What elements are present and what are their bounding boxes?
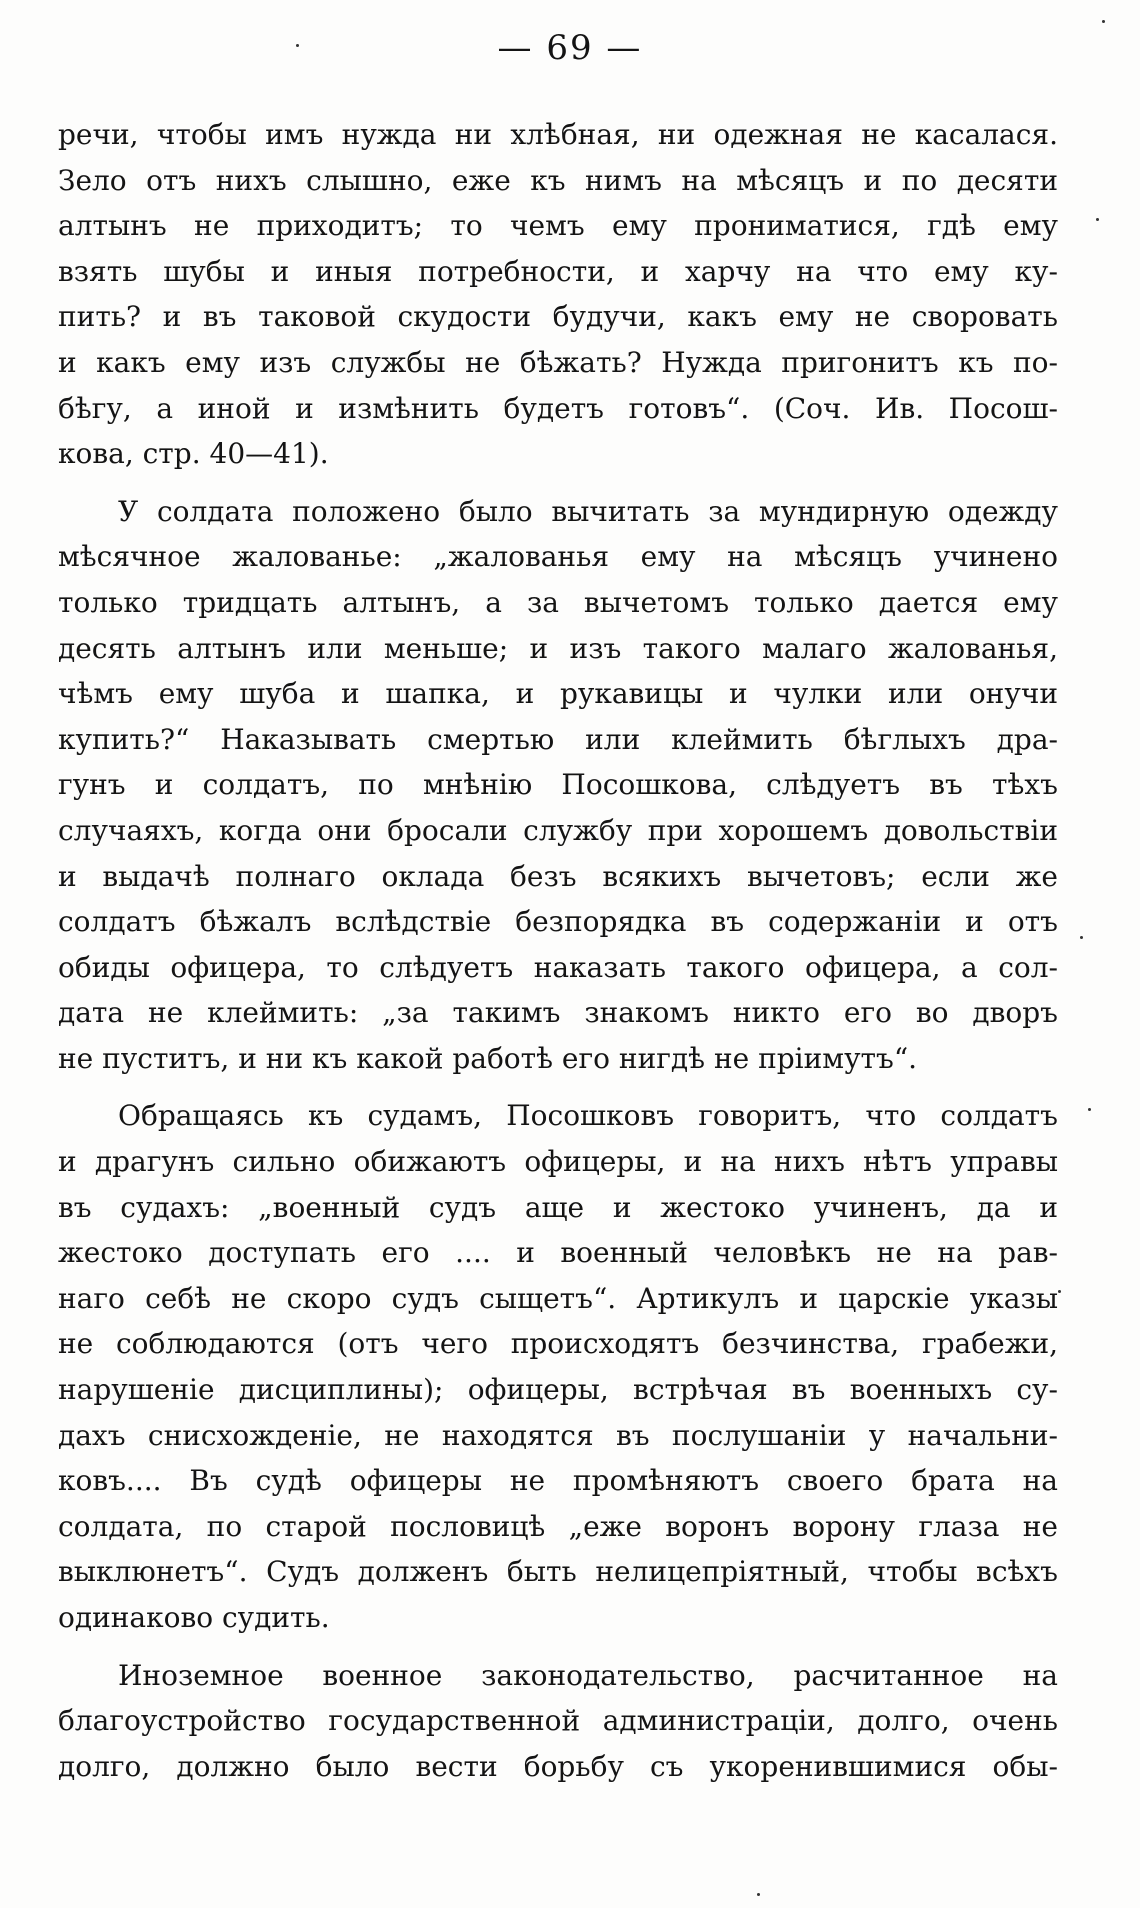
text-line: въ судахъ: „военный судъ аще и жестоко учиненъ, да и [58, 1190, 1058, 1224]
text-line: случаяхъ, когда они бросали службу при хорошемъ довольствіи [58, 813, 1058, 847]
text-line: бѣгу, а иной и измѣнить будетъ готовъ“. (Соч. Ив. Посош- [58, 391, 1058, 425]
text-line: и какъ ему изъ службы не бѣжать? Нужда пригонитъ къ по- [58, 345, 1058, 379]
scan-speck [1096, 218, 1099, 221]
text-line: одинаково судить. [58, 1601, 330, 1634]
scan-speck [757, 1893, 760, 1896]
text-line: купить?“ Наказывать смертью или клеймить бѣглыхъ дра- [58, 722, 1058, 756]
text-line: не соблюдаются (отъ чего происходятъ безчинства, грабежи, [58, 1327, 1058, 1361]
text-line: Иноземное военное законодательство, расчитанное на [118, 1658, 1058, 1692]
page-number: — 69 — [497, 28, 643, 68]
text-line: мѣсячное жалованье: „жалованья ему на мѣсяцъ учинено [58, 540, 1058, 574]
text-line: речи, чтобы имъ нужда ни хлѣбная, ни одежная не касалася. [58, 118, 1058, 151]
text-line: нарушеніе дисциплины); офицеры, встрѣчая въ военныхъ су- [58, 1373, 1058, 1407]
text-line: Зело отъ нихъ слышно, еже къ нимъ на мѣсяцъ и по десяти [58, 163, 1058, 197]
text-line: кова, стр. 40—41). [58, 437, 329, 471]
text-line: дахъ снисхожденіе, не находятся въ послушаніи у начальни- [58, 1418, 1058, 1452]
paragraph-1 [58, 112, 1058, 477]
text-line: взять шубы и иныя потребности, и харчу на что ему ку- [58, 254, 1058, 288]
text-line: только тридцать алтынъ, а за вычетомъ только дается ему [58, 585, 1058, 619]
text-line: обиды офицера, то слѣдуетъ наказать такого офицера, а сол- [58, 950, 1058, 984]
text-line: солдатъ бѣжалъ вслѣдствіе безпорядка въ содержаніи и отъ [58, 905, 1058, 939]
text-line: дата не клеймить: „за такимъ знакомъ никто его во дворъ [58, 996, 1058, 1030]
text-line: пить? и въ таковой скудости будучи, какъ ему не своровать [58, 300, 1058, 334]
text-line: ковъ.... Въ судѣ офицеры не промѣняютъ своего брата на [58, 1464, 1058, 1498]
text-line: выклюнетъ“. Судъ долженъ быть нелицепріятный, чтобы всѣхъ [58, 1555, 1058, 1589]
paragraph-3 [58, 1093, 1058, 1640]
text-line: чѣмъ ему шуба и шапка, и рукавицы и чулки или онучи [58, 677, 1058, 711]
text-line: солдата, по старой пословицѣ „еже воронъ ворону глаза не [58, 1509, 1058, 1543]
body-text [58, 112, 1058, 1789]
scan-speck [1080, 936, 1083, 939]
text-line: гунъ и солдатъ, по мнѣнію Посошкова, слѣдуетъ въ тѣхъ [58, 768, 1058, 802]
text-line: жестоко доступать его .... и военный человѣкъ не на рав- [58, 1236, 1058, 1270]
text-line: долго, должно было вести борьбу съ укоренившимися обы- [58, 1749, 1058, 1783]
text-line: Обращаясь къ судамъ, Посошковъ говоритъ, что солдатъ [118, 1099, 1058, 1133]
scan-speck [1102, 20, 1105, 23]
scan-speck [1058, 1290, 1061, 1293]
scan-speck [296, 44, 299, 47]
text-line: У солдата положено было вычитать за мундирную одежду [118, 494, 1058, 528]
text-line: не пуститъ, и ни къ какой работѣ его нигдѣ не пріимутъ“. [58, 1041, 918, 1075]
text-line: благоустройство государственной администраціи, долго, очень [58, 1704, 1058, 1738]
text-line: алтынъ не приходитъ; то чемъ ему прониматися, гдѣ ему [58, 209, 1058, 243]
text-line: и драгунъ сильно обижаютъ офицеры, и на нихъ нѣтъ управы [58, 1145, 1058, 1179]
text-line: десять алтынъ или меньше; и изъ такого малаго жалованья, [58, 631, 1058, 665]
text-line: наго себѣ не скоро судъ сыщетъ“. Артикулъ и царскіе указы [58, 1281, 1058, 1315]
text-line: и выдачѣ полнаго оклада безъ всякихъ вычетовъ; если же [58, 859, 1058, 893]
scan-speck [1088, 1108, 1091, 1111]
paragraph-4 [58, 1653, 1058, 1790]
paragraph-2 [58, 489, 1058, 1082]
